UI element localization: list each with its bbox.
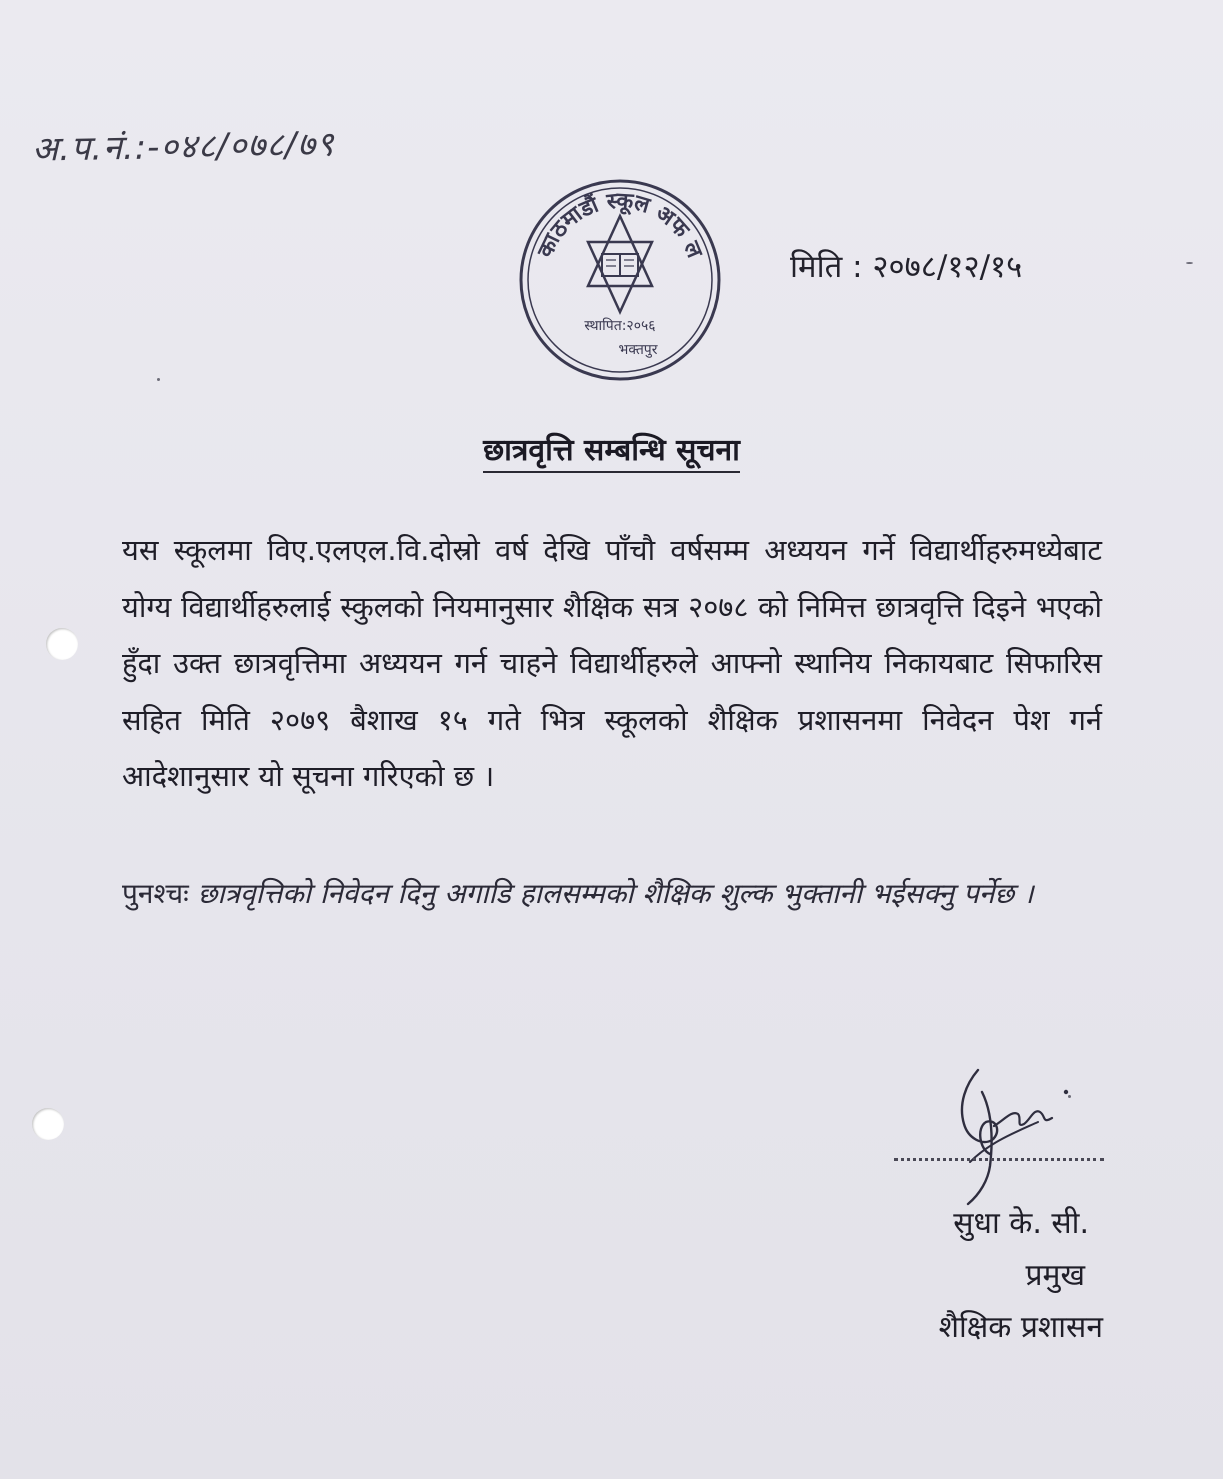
postscript-label: पुनश्चः [122, 877, 189, 910]
punch-hole-top [46, 628, 78, 660]
school-seal-stamp [518, 178, 722, 382]
seal-established: स्थापित:२०५६ [584, 318, 656, 334]
signature-line [894, 1158, 1104, 1161]
paper-speck [157, 378, 160, 381]
signatory-block [939, 1198, 1103, 1354]
signatory-name: सुधा के. सी. [953, 1206, 1089, 1241]
seal-location: भक्तपुर [618, 342, 658, 358]
notice-title-text: छात्रवृत्ति सम्बन्धि सूचना [483, 433, 740, 473]
notice-title [0, 428, 1223, 469]
postscript [122, 868, 1112, 920]
signatory-department: शैक्षिक प्रशासन [938, 1310, 1103, 1345]
handwritten-signature [930, 1062, 1080, 1212]
signatory-title: प्रमुख [1025, 1258, 1085, 1293]
paper-speck [1186, 262, 1193, 264]
seal-top-text: काठमाडौं स्कूल अफ ल [533, 188, 707, 262]
reference-number: अ.प.नं.:-०४८/०७८/७९ [31, 124, 336, 170]
notice-date: मिति : २०७८/१२/१५ [790, 249, 1023, 285]
postscript-text: छात्रवृत्तिको निवेदन दिनु अगाडि हालसम्मको शैक्षिक शुल्क भुक्तानी भईसक्नु पर्नेछ । [197, 877, 1034, 910]
punch-hole-bottom [32, 1108, 64, 1140]
notice-body: यस स्कूलमा विए.एलएल.वि.दोस्रो वर्ष देखि पाँचौ वर्षसम्म अध्ययन गर्ने विद्यार्थीहरुमध्येबाट योग्य विद्यार्थीहरुलाई स्कुलको नियमानुसार शैक्षिक सत्र २०७८ को निमित्त छात्रवृत्ति दिइने भएको हुँदा उक्त छात्रवृत्तिमा अध्ययन गर्न चाहने विद्यार्थीहरुले आफ्नो स्थानिय निकायबाट सिफारिस सहित मिति २०७९ बैशाख १५ गते भित्र स्कूलको शैक्षिक प्रशासनमा निवेदन पेश गर्न आदेशानुसार यो सूचना गरिएको छ । [122, 533, 1102, 793]
